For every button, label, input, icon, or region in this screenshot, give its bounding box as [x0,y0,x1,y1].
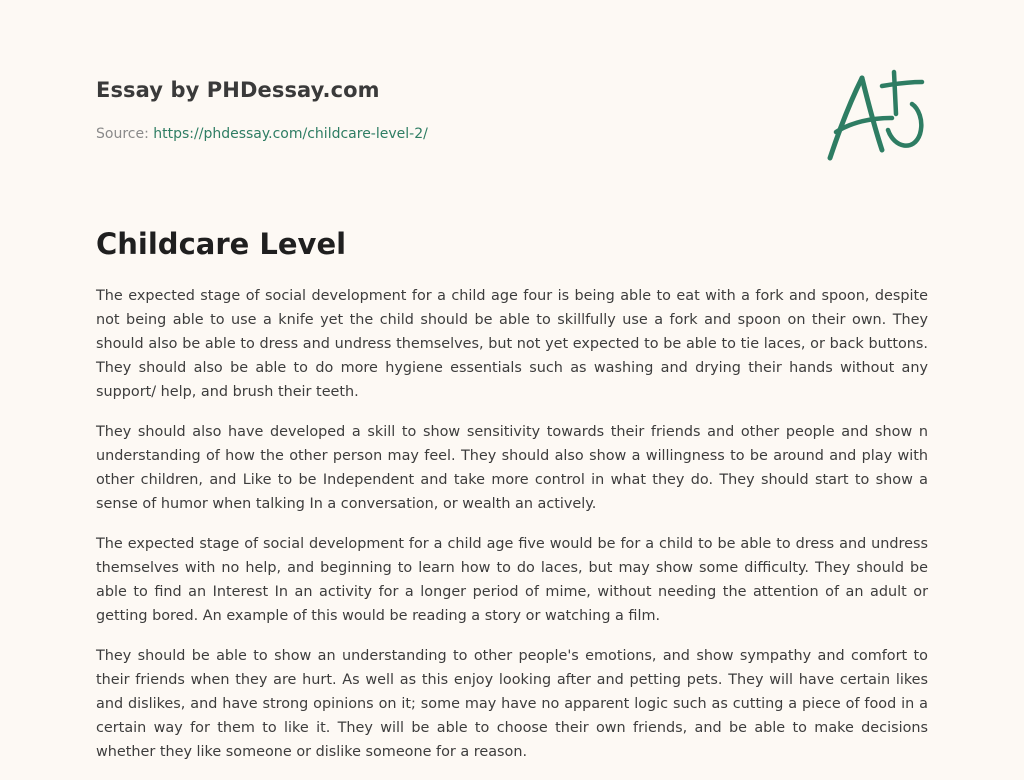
essay-header [96,76,696,144]
essay-paragraph: They should be able to show an understanding to other people's emotions, and show sympathy and comfort to their friends when they are hurt. As well as this enjoy looking after and petting pets. They will have certain likes and dislikes, and have strong opinions on it; some may have no apparent logic such as cutting a piece of food in a certain way for them to like it. They will be able to choose their own friends, and be able to make decisions whether they like someone or dislike someone for a reason. [96,648,928,760]
essay-paragraph: The expected stage of social development for a child age four is being able to eat with a fork and spoon, despite not being able to use a knife yet the child should be able to skillfully use a fork and spoon on their own. They should also be able to dress and undress themselves, but not yet expected to be able to tie laces, or back buttons. They should also be able to do more hygiene essentials such as washing and drying their hands without any support/ help, and brush their teeth. [96,288,928,400]
source-label: Source: [96,126,154,142]
source-link[interactable]: https://phdessay.com/childcare-level-2/ [153,126,428,142]
essay-body [96,284,928,780]
source-line [96,124,696,144]
a-plus-grade-icon [822,68,926,164]
essay-paragraph: They should also have developed a skill to show sensitivity towards their friends and other people and show n understanding of how the other person may feel. They should also show a willingness to be around and play with other children, and Like to be Independent and take more control in what they do. They should start to show a sense of humor when talking In a conversation, or wealth an actively. [96,424,928,512]
essay-title: Childcare Level [96,227,347,261]
essay-paragraph: The expected stage of social development for a child age five would be for a child to be able to dress and undress themselves with no help, and beginning to learn how to do laces, but may show some difficulty. They should be able to find an Interest In an activity for a longer period of mime, without needing the attention of an adult or getting bored. An example of this would be reading a story or watching a film. [96,536,928,624]
site-brand: Essay by PHDessay.com [96,78,380,102]
